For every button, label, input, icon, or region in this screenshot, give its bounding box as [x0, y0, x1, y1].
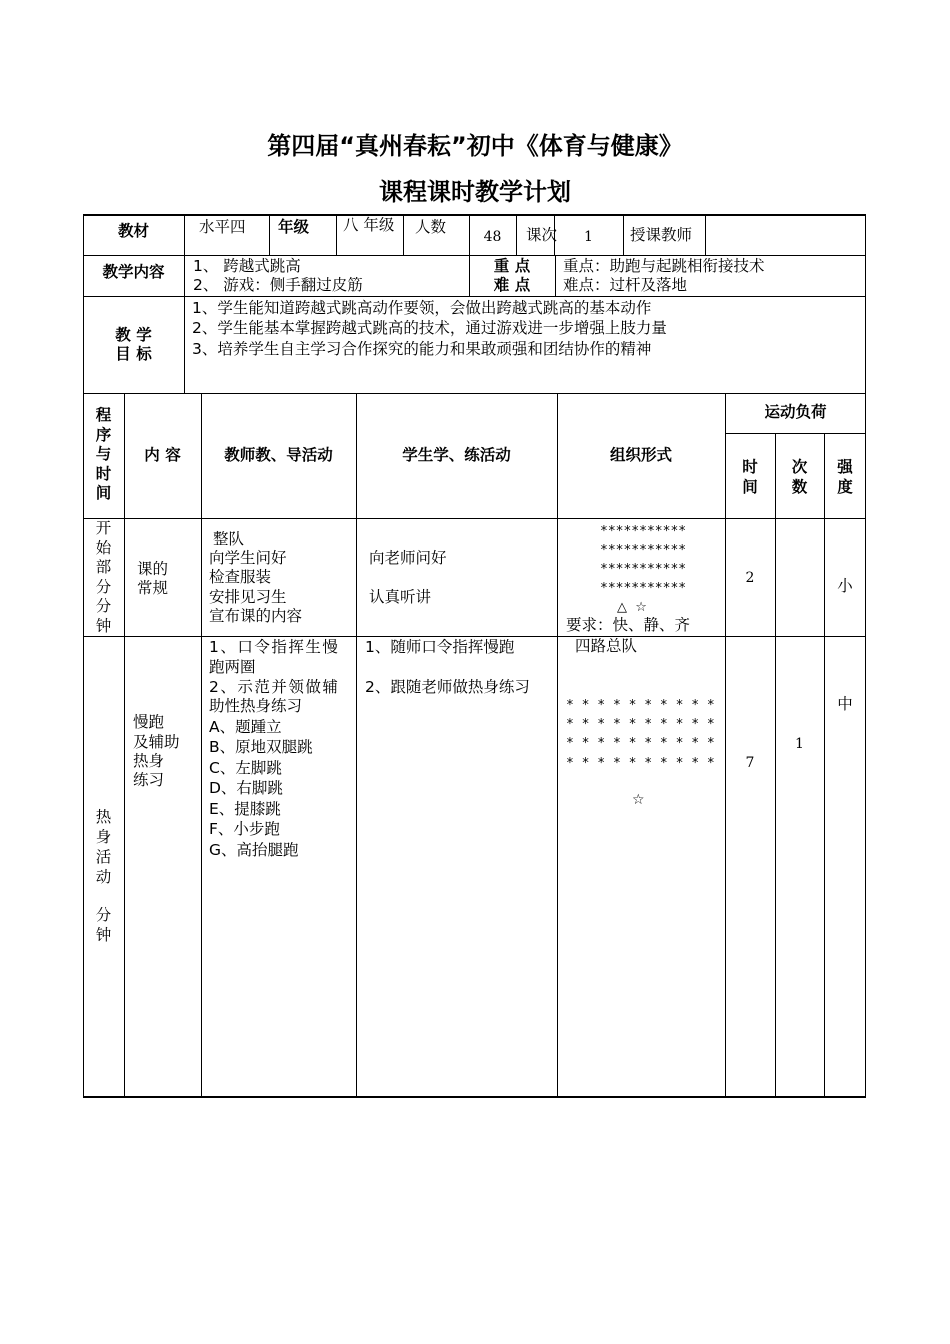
doc-title: 第四届“真州春耘”初中《体育与健康》: [267, 132, 683, 160]
formation-row: * * * * * * * * * *: [566, 756, 715, 771]
grade-value: 八 年级: [343, 216, 395, 234]
teacher-activity: 2、示范并领做辅: [209, 678, 340, 696]
lesson-label: 课次: [526, 226, 558, 244]
intensity-value: 中: [837, 695, 853, 713]
formation-row: ***********: [600, 562, 687, 577]
count-value: 1: [795, 736, 804, 752]
student-activity: 向老师问好: [369, 549, 447, 567]
count-label: 人数: [415, 218, 447, 236]
formation-requirement: 要求：快、静、齐: [566, 616, 691, 634]
formation-row: * * * * * * * * * *: [566, 698, 715, 713]
count-value: 48: [483, 229, 502, 245]
teacher-activity: 向学生问好: [209, 549, 287, 567]
goal-3: 3、培养学生自主学习合作探究的能力和果敢顽强和团结协作的精神: [192, 340, 652, 358]
teacher-activity: 跑两圈: [209, 658, 256, 676]
key-text: 重点：助跑与起跳相衔接技术: [563, 257, 765, 275]
phase-warmup-minutes: 分钟: [95, 906, 112, 944]
lesson-value: 1: [584, 229, 593, 245]
warmup-drill: A、题踵立: [209, 718, 282, 736]
warmup-content: 热身: [133, 752, 165, 770]
intensity-value: 小: [837, 577, 853, 595]
teacher-label: 授课教师: [630, 226, 693, 244]
formation-row: ***********: [600, 524, 687, 539]
teacher-activity: 助性热身练习: [209, 697, 303, 715]
col-teacher: 教师教、导活动: [224, 446, 333, 464]
key-label: 重 点: [493, 257, 531, 275]
warmup-content: 及辅助: [133, 733, 180, 751]
warmup-content: 慢跑: [133, 713, 165, 731]
student-activity: 2、跟随老师做热身练习: [365, 678, 530, 696]
teacher-position-marks: △ ☆: [617, 600, 647, 615]
time-value: 2: [745, 570, 755, 586]
routine-line2: 常规: [137, 579, 169, 597]
warmup-drill: B、原地双腿跳: [209, 738, 313, 756]
grade-label: 年级: [278, 218, 310, 236]
warmup-drill: D、右脚跳: [209, 779, 283, 797]
formation-row: ***********: [600, 543, 687, 558]
content-label: 教学内容: [102, 263, 165, 281]
phase-warmup: 热身活动: [95, 808, 112, 886]
content-item-1: 1、 跨越式跳高: [193, 257, 301, 275]
lesson-plan-table: [83, 214, 866, 1098]
formation-row: * * * * * * * * * *: [566, 717, 715, 732]
goals-label-line1: 教 学: [115, 326, 152, 344]
col-organization: 组织形式: [609, 446, 672, 464]
col-count: 次数: [791, 458, 808, 496]
student-activity: 1、随师口令指挥慢跑: [365, 638, 515, 656]
phase-opening: 开始部分分钟: [95, 519, 112, 635]
teacher-activity: 检查服装: [209, 568, 272, 586]
material-label: 教材: [117, 222, 149, 240]
routine-line1: 课的: [137, 560, 169, 578]
teacher-activity: 安排见习生: [209, 588, 287, 606]
teacher-star-icon: ☆: [632, 792, 645, 808]
difficulty-label: 难 点: [493, 276, 531, 294]
warmup-drill: G、高抬腿跑: [209, 841, 299, 859]
warmup-drill: F、小步跑: [209, 820, 280, 838]
time-value: 7: [745, 755, 755, 771]
content-item-2: 2、 游戏：侧手翻过皮筋: [193, 276, 363, 294]
col-student: 学生学、练活动: [402, 446, 511, 464]
teacher-activity: 整队: [213, 530, 245, 548]
col-order-time: 程序与时间: [95, 406, 112, 502]
difficulty-text: 难点：过杆及落地: [563, 276, 688, 294]
formation-title: 四路总队: [575, 637, 638, 655]
warmup-drill: C、左脚跳: [209, 759, 282, 777]
col-exercise-load: 运动负荷: [764, 403, 827, 421]
goals-label-line2: 目 标: [115, 345, 152, 363]
teacher-activity: 宣布课的内容: [209, 607, 303, 625]
warmup-content: 练习: [133, 771, 165, 789]
formation-row: ***********: [600, 581, 687, 596]
goal-1: 1、学生能知道跨越式跳高动作要领，会做出跨越式跳高的基本动作: [192, 299, 652, 317]
goal-2: 2、学生能基本掌握跨越式跳高的技术，通过游戏进一步增强上肢力量: [192, 319, 667, 337]
material-value: 水平四: [199, 218, 246, 236]
student-activity: 认真听讲: [369, 588, 432, 606]
col-time: 时间: [742, 458, 758, 496]
col-content: 内 容: [144, 446, 181, 464]
formation-row: * * * * * * * * * *: [566, 736, 715, 751]
warmup-drill: E、提膝跳: [209, 800, 281, 818]
teacher-activity: 1、口令指挥生慢: [209, 638, 340, 656]
doc-subtitle: 课程课时教学计划: [379, 178, 571, 206]
col-intensity: 强度: [837, 458, 853, 496]
